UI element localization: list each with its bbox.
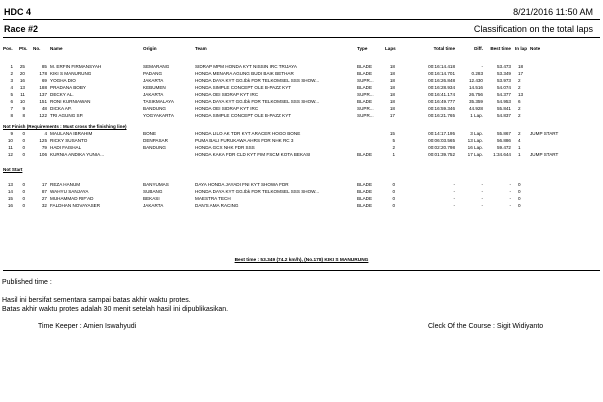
cell-total: 00:01:39.752	[428, 152, 455, 157]
cell-type: SUPR...	[357, 106, 374, 111]
cell-total: 00:06:03.565	[428, 138, 455, 143]
cell-diff: 0.283	[471, 71, 483, 76]
table-row	[0, 189, 603, 196]
col-team: Team	[195, 46, 207, 51]
cell-team: DAN'S AMA RACING	[195, 203, 239, 208]
published-time: Published time :	[2, 279, 52, 286]
table-row	[0, 145, 603, 152]
cell-origin: BANDUNG	[143, 145, 166, 150]
cell-laps: 18	[389, 78, 395, 83]
cell-best: 1:34.644	[493, 152, 511, 157]
col-note: Note	[530, 46, 541, 51]
cell-total: 00:16:41.174	[428, 92, 455, 97]
cell-origin: JAKARTA	[143, 78, 164, 83]
cell-name: FALDHAN NOVAYASER	[50, 203, 101, 208]
cell-diff: -	[481, 196, 483, 201]
cell-laps: 18	[389, 85, 395, 90]
cell-best: 55.867	[496, 131, 511, 136]
footer-divider	[3, 270, 600, 271]
cell-best: 53.349	[496, 71, 511, 76]
cell-team: HONDA SIMPLE CONCEPT OLE B-PAZZ KYT	[195, 113, 292, 118]
cell-no: 4	[44, 131, 47, 136]
event-datetime: 8/21/2016 11:50 AM	[513, 7, 593, 17]
cell-inlap: 18	[518, 64, 524, 69]
cell-no: 125	[39, 138, 47, 143]
cell-type: BLADE	[357, 182, 373, 187]
event-title: HDC 4	[4, 7, 32, 17]
cell-no: 106	[39, 152, 47, 157]
cell-origin: DENPASAR	[143, 138, 168, 143]
cell-type: BLADE	[357, 99, 373, 104]
cell-type: SUPR...	[357, 78, 374, 83]
best-time-summary: Best time : 53.349 (74.2 km/h), (No.178) KIKI S MANURUNG	[234, 258, 369, 263]
cell-laps: 0	[392, 196, 395, 201]
cell-inlap: 2	[518, 78, 521, 83]
header-divider-bottom	[3, 37, 600, 38]
col-inlap: In lap	[515, 46, 527, 51]
cell-total: 00:16:26.848	[428, 78, 455, 83]
cell-team: PUMA BALI FURUKAWA AHRS FDR NHK RC 3	[195, 138, 294, 143]
cell-total: 00:16:14.418	[428, 64, 455, 69]
cell-no: 188	[39, 85, 47, 90]
cell-inlap: 6	[518, 99, 521, 104]
cell-type: BLADE	[357, 64, 373, 69]
cell-laps: 5	[392, 138, 395, 143]
table-row	[0, 152, 603, 159]
cell-pos: 2	[10, 71, 13, 76]
cell-pts: 25	[19, 64, 25, 69]
cell-inlap: 4	[518, 138, 521, 143]
cell-team: DAYA HONDA JAYADI FNI KYT SHOWA FDR	[195, 182, 289, 187]
cell-diff: 26.756	[468, 92, 483, 97]
cell-no: 69	[41, 78, 47, 83]
cell-origin: SEMARANG	[143, 64, 170, 69]
cell-inlap: 1	[518, 145, 521, 150]
cell-pos: 16	[7, 203, 13, 208]
cell-name: MUHAMMAD RIF'AD	[50, 196, 94, 201]
cell-origin: BONE	[143, 131, 157, 136]
table-row	[0, 99, 603, 106]
cell-pts: 0	[22, 203, 25, 208]
col-best: Best time	[490, 46, 511, 51]
cell-best: -	[509, 196, 511, 201]
cell-origin: PADANG	[143, 71, 163, 76]
cell-diff: 13 Lap.	[467, 138, 483, 143]
cell-type: BLADE	[357, 203, 373, 208]
cell-total: -	[453, 196, 455, 201]
cell-pts: 10	[19, 99, 25, 104]
cell-pts: 8	[22, 113, 25, 118]
cell-total: 00:16:49.777	[428, 99, 455, 104]
cell-pos: 12	[7, 152, 13, 157]
provisional-note: Hasil ini bersifat sementara sampai batas akhir waktu protes.	[2, 297, 191, 304]
cell-laps: 1	[392, 152, 395, 157]
cell-inlap: 2	[518, 113, 521, 118]
cell-type: BLADE	[357, 71, 373, 76]
cell-pts: 0	[22, 152, 25, 157]
col-diff: Diff.	[474, 46, 483, 51]
col-pts: Pts.	[19, 46, 28, 51]
cell-total: 00:16:28.934	[428, 85, 455, 90]
cell-total: -	[453, 203, 455, 208]
cell-pts: 0	[22, 196, 25, 201]
cell-team: HONDA SIMPLE CONCEPT OLE B-PAZZ KYT	[195, 85, 292, 90]
cell-pts: 0	[22, 138, 25, 143]
cell-name: M. ERFIN FIRMANSYAH	[50, 64, 102, 69]
cell-team: HONDA LILO AK TDR KYT ARACER HOGO BONE	[195, 131, 301, 136]
cell-pos: 11	[8, 145, 13, 150]
cell-team: HONDA OEI SIDRAP KYT IRC	[195, 92, 259, 97]
cell-type: BLADE	[357, 189, 373, 194]
cell-best: 54.074	[496, 85, 511, 90]
not-start-heading: Not Start	[3, 167, 23, 172]
cell-best: -	[509, 203, 511, 208]
col-no: No.	[33, 46, 41, 51]
cell-team: HONDA KAKA FDR CLD KYT FIM FSCM KOTA BEKASI	[195, 152, 311, 157]
table-row	[0, 182, 603, 189]
cell-name: KURNIA ANDIKA YUNIA...	[50, 152, 105, 157]
cell-name: RICKY SUSANTO	[50, 138, 88, 143]
cell-team: HONDA DAYA KYT GG.tbk FDR TELKOMSEL SSS SHOW...	[195, 99, 320, 104]
cell-total: 00:16:21.765	[428, 113, 455, 118]
cell-laps: 18	[389, 71, 395, 76]
table-row	[0, 113, 603, 120]
cell-pts: 11	[20, 92, 25, 97]
cell-diff: -	[481, 64, 483, 69]
cell-pts: 0	[22, 182, 25, 187]
cell-best: 54.837	[496, 113, 511, 118]
not-finish-heading: Not Finish (Requirements : Must cross the finishing line)	[3, 124, 127, 129]
cell-pos: 5	[10, 92, 13, 97]
cell-pts: 13	[19, 85, 25, 90]
cell-name: MAULANA IBRAHIM	[50, 131, 93, 136]
cell-inlap: 2	[518, 85, 521, 90]
cell-laps: 18	[389, 92, 395, 97]
col-laps: Laps	[385, 46, 396, 51]
cell-type: BLADE	[357, 85, 373, 90]
cell-no: 17	[41, 182, 47, 187]
col-total: Total time	[433, 46, 455, 51]
cell-diff: 44.928	[468, 106, 483, 111]
cell-diff: -	[481, 203, 483, 208]
cell-diff: 14.516	[468, 85, 483, 90]
cell-laps: 0	[392, 182, 395, 187]
cell-inlap: 17	[518, 71, 524, 76]
cell-diff: -	[481, 182, 483, 187]
cell-pts: 0	[22, 189, 25, 194]
cell-no: 137	[39, 92, 47, 97]
cell-pos: 8	[10, 113, 13, 118]
cell-name: REZA HANUM	[50, 182, 81, 187]
cell-pts: 0	[22, 145, 25, 150]
table-row	[0, 71, 603, 78]
cell-note: JUMP START	[530, 131, 559, 136]
cell-diff: 17 Lap.	[467, 152, 483, 157]
protest-deadline-note: Batas akhir waktu protes adalah 30 menit setelah hasil ini dipublikasikan.	[2, 306, 229, 313]
cell-no: 87	[41, 189, 47, 194]
cell-origin: YOGYAKARTA	[143, 113, 174, 118]
cell-laps: 2	[392, 145, 395, 150]
cell-origin: SUBANG	[143, 189, 163, 194]
col-type: Type	[357, 46, 368, 51]
cell-team: HONDA DAYA KYT GG.tbk FDR TELKOMSEL SSS SHOW...	[195, 189, 320, 194]
table-row	[0, 138, 603, 145]
cell-origin: KEBUMEN	[143, 85, 166, 90]
cell-inlap: 13	[518, 92, 524, 97]
cell-best: 53.473	[496, 64, 511, 69]
cell-pos: 6	[10, 99, 13, 104]
cell-no: 32	[41, 203, 47, 208]
cell-diff: 35.359	[468, 99, 483, 104]
cell-no: 27	[41, 196, 47, 201]
cell-pts: 16	[19, 78, 25, 83]
cell-team: HONDA MENARA AGUNG BUDI BAIK BETHAR	[195, 71, 294, 76]
cell-pos: 3	[10, 78, 13, 83]
cell-best: 56.886	[496, 138, 511, 143]
cell-total: 00:02:20.798	[428, 145, 455, 150]
table-row	[0, 131, 603, 138]
cell-inlap: 1	[518, 152, 521, 157]
cell-inlap: 2	[518, 131, 521, 136]
cell-laps: 0	[392, 189, 395, 194]
cell-name: DECKY AL.	[50, 92, 74, 97]
cell-team: HONDA DAYA KYT GG.tbk FDR TELKOMSEL SSS SHOW...	[195, 78, 320, 83]
cell-pos: 15	[7, 196, 13, 201]
table-row	[0, 64, 603, 71]
cell-type: BLADE	[357, 152, 373, 157]
classification-title: Classification on the total laps	[473, 24, 593, 34]
cell-laps: 15	[389, 131, 395, 136]
cell-team: SIDRAP MPM HONDA KYT NISSIN IRC TRIJAYA	[195, 64, 297, 69]
cell-name: KIKI S MANURUNG	[50, 71, 92, 76]
cell-name: DICKA AP.	[50, 106, 72, 111]
cell-best: 54.377	[496, 92, 511, 97]
cell-total: 00:16:14.701	[428, 71, 455, 76]
cell-best: 53.973	[496, 78, 511, 83]
cell-type: SUPR...	[357, 92, 374, 97]
cell-note: JUMP START	[530, 152, 559, 157]
table-row	[0, 78, 603, 85]
cell-inlap: 2	[518, 106, 521, 111]
cell-pos: 7	[10, 106, 13, 111]
cell-laps: 18	[389, 64, 395, 69]
cell-pos: 14	[7, 189, 13, 194]
cell-diff: -	[481, 189, 483, 194]
cell-inlap: 0	[518, 203, 521, 208]
table-row	[0, 106, 603, 113]
cell-total: 00:14:17.195	[428, 131, 455, 136]
cell-name: RONI KURNIAWAN	[50, 99, 91, 104]
cell-name: HADI FAISHAL	[50, 145, 82, 150]
cell-name: TRI AGUNG SP.	[50, 113, 84, 118]
cell-no: 122	[39, 113, 47, 118]
col-name: Name	[50, 46, 63, 51]
cell-no: 48	[41, 106, 47, 111]
cell-origin: BANYUMAS	[143, 182, 169, 187]
clerk-of-course: Cleck Of the Course : Sigit Widiyanto	[428, 323, 544, 330]
table-row	[0, 92, 603, 99]
cell-total: 00:16:59.346	[428, 106, 455, 111]
cell-team: HONDA GCX NHK FDR SSS	[195, 145, 255, 150]
cell-no: 151	[39, 99, 47, 104]
cell-best: -	[509, 182, 511, 187]
cell-laps: 18	[389, 99, 395, 104]
cell-best: 59.472	[496, 145, 511, 150]
race-title: Race #2	[4, 24, 39, 34]
cell-origin: JAKARTA	[143, 203, 164, 208]
cell-name: WAHYU SANJAYA	[50, 189, 89, 194]
cell-origin: BANDUNG	[143, 106, 166, 111]
time-keeper: Time Keeper : Amien Iswahyudi	[38, 323, 137, 330]
cell-pts: 20	[19, 71, 25, 76]
cell-best: -	[509, 189, 511, 194]
cell-origin: JAKARTA	[143, 92, 164, 97]
cell-name: PRADANA BOBY	[50, 85, 86, 90]
cell-pos: 10	[7, 138, 13, 143]
cell-total: -	[453, 182, 455, 187]
table-row	[0, 196, 603, 203]
cell-inlap: 0	[518, 182, 521, 187]
col-pos: Pos.	[3, 46, 13, 51]
cell-team: HONDA OEI SIDRAP KYT IRC	[195, 106, 259, 111]
cell-diff: 16 Lap.	[467, 145, 483, 150]
table-row	[0, 203, 603, 210]
cell-laps: 0	[392, 203, 395, 208]
cell-pos: 13	[7, 182, 13, 187]
cell-pos: 4	[10, 85, 13, 90]
cell-no: 178	[39, 71, 47, 76]
cell-team: MAESTRA TECH	[195, 196, 231, 201]
cell-inlap: 0	[518, 196, 521, 201]
cell-type: SUPR...	[357, 113, 374, 118]
cell-inlap: 0	[518, 189, 521, 194]
cell-type: BLADE	[357, 196, 373, 201]
cell-laps: 18	[389, 106, 395, 111]
header-divider-top	[3, 19, 600, 20]
cell-pts: 9	[22, 106, 25, 111]
cell-pos: 1	[10, 64, 13, 69]
cell-laps: 17	[389, 113, 395, 118]
cell-no: 79	[41, 145, 47, 150]
cell-diff: 3 Lap.	[470, 131, 483, 136]
col-origin: Origin	[143, 46, 157, 51]
cell-origin: TASIKMALAYA	[143, 99, 174, 104]
cell-name: YOGHA DIO	[50, 78, 76, 83]
cell-diff: 1 Lap.	[470, 113, 483, 118]
cell-total: -	[453, 189, 455, 194]
table-row	[0, 85, 603, 92]
cell-best: 55.841	[496, 106, 511, 111]
cell-origin: BEKASI	[143, 196, 160, 201]
cell-diff: 12.430	[468, 78, 483, 83]
cell-pos: 9	[10, 131, 13, 136]
cell-best: 54.953	[496, 99, 511, 104]
cell-no: 85	[41, 64, 47, 69]
cell-pts: 0	[22, 131, 25, 136]
